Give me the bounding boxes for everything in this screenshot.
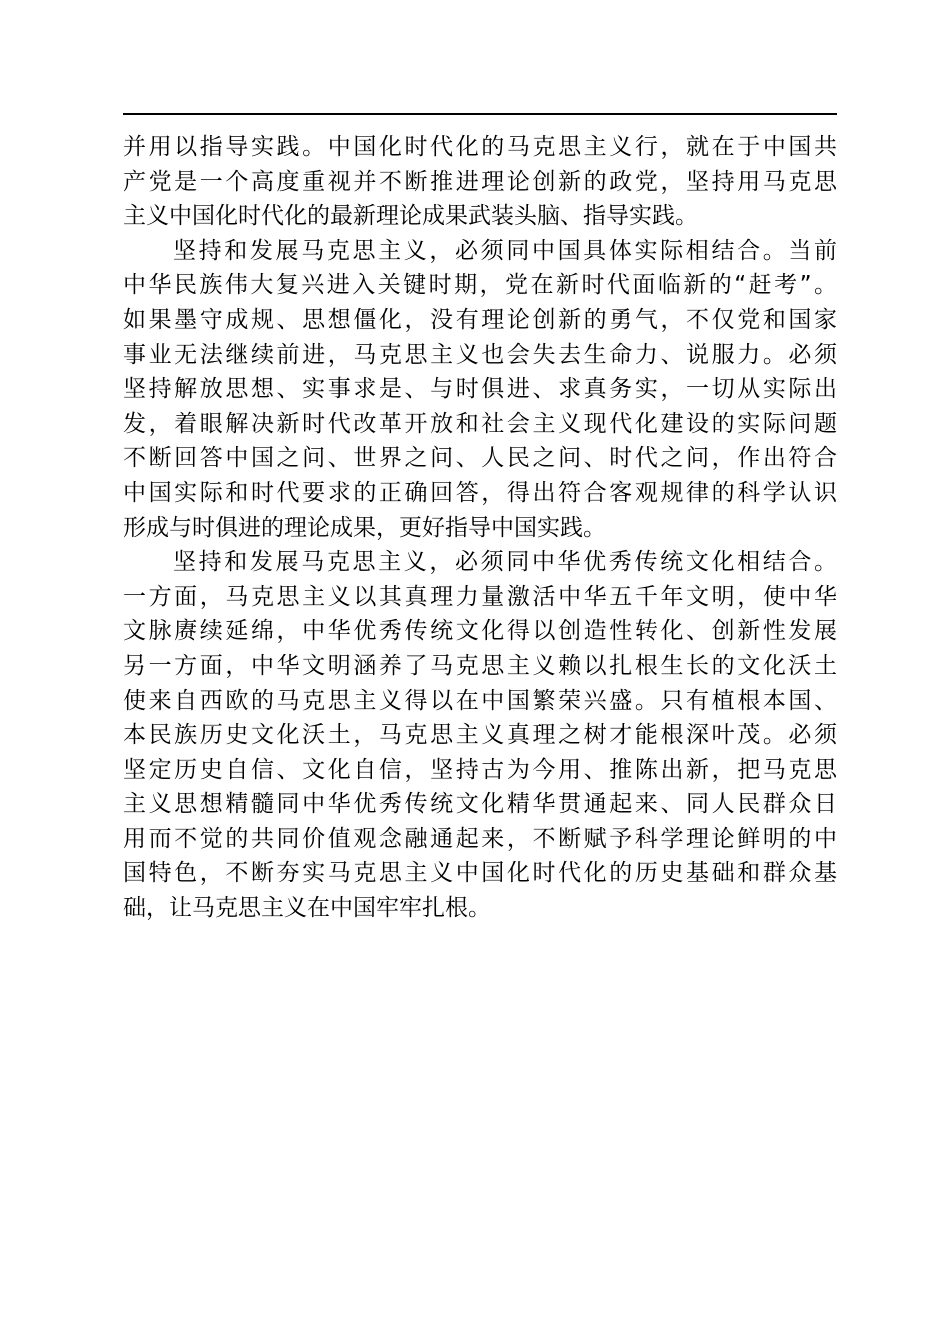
text-line: 如果墨守成规、思想僵化，没有理论创新的勇气，不仅党和国家 — [123, 306, 837, 333]
text-line: 文脉赓续延绵，中华优秀传统文化得以创造性转化、创新性发展 — [123, 618, 837, 645]
text-line: 中华民族伟大复兴进入关键时期，党在新时代面临新的“赶考”。 — [123, 272, 837, 299]
text-line: 并用以指导实践。中国化时代化的马克思主义行，就在于中国共 — [123, 134, 837, 160]
text-line: 本民族历史文化沃土，马克思主义真理之树才能根深叶茂。必须 — [123, 722, 837, 749]
text-line: 坚持和发展马克思主义，必须同中国具体实际相结合。当前 — [173, 237, 837, 264]
text-line: 础，让马克思主义在中国牢牢扎根。 — [123, 895, 491, 922]
document-body — [123, 130, 837, 926]
text-line: 坚持和发展马克思主义，必须同中华优秀传统文化相结合。 — [173, 549, 837, 576]
header-rule — [123, 113, 837, 115]
text-line: 主义中国化时代化的最新理论成果武装头脑、指导实践。 — [123, 203, 698, 230]
text-line: 用而不觉的共同价值观念融通起来，不断赋予科学理论鲜明的中 — [123, 825, 837, 852]
text-line: 不断回答中国之问、世界之问、人民之问、时代之问，作出符合 — [123, 445, 837, 472]
text-line: 形成与时俱进的理论成果，更好指导中国实践。 — [123, 514, 606, 541]
text-line: 国特色，不断夯实马克思主义中国化时代化的历史基础和群众基 — [123, 860, 837, 887]
text-line: 坚定历史自信、文化自信，坚持古为今用、推陈出新，把马克思 — [123, 756, 837, 783]
text-line: 事业无法继续前进，马克思主义也会失去生命力、说服力。必须 — [123, 341, 837, 368]
text-line: 坚持解放思想、实事求是、与时俱进、求真务实，一切从实际出 — [123, 376, 837, 403]
text-line: 主义思想精髓同中华优秀传统文化精华贯通起来、同人民群众日 — [123, 791, 837, 818]
text-line: 一方面，马克思主义以其真理力量激活中华五千年文明，使中华 — [123, 583, 837, 610]
text-line: 使来自西欧的马克思主义得以在中国繁荣兴盛。只有植根本国、 — [123, 687, 837, 714]
text-line: 中国实际和时代要求的正确回答，得出符合客观规律的科学认识 — [123, 479, 837, 506]
text-line: 发，着眼解决新时代改革开放和社会主义现代化建设的实际问题 — [123, 410, 837, 437]
text-line: 另一方面，中华文明涵养了马克思主义赖以扎根生长的文化沃土 — [123, 652, 837, 679]
text-line: 产党是一个高度重视并不断推进理论创新的政党，坚持用马克思 — [123, 168, 837, 195]
